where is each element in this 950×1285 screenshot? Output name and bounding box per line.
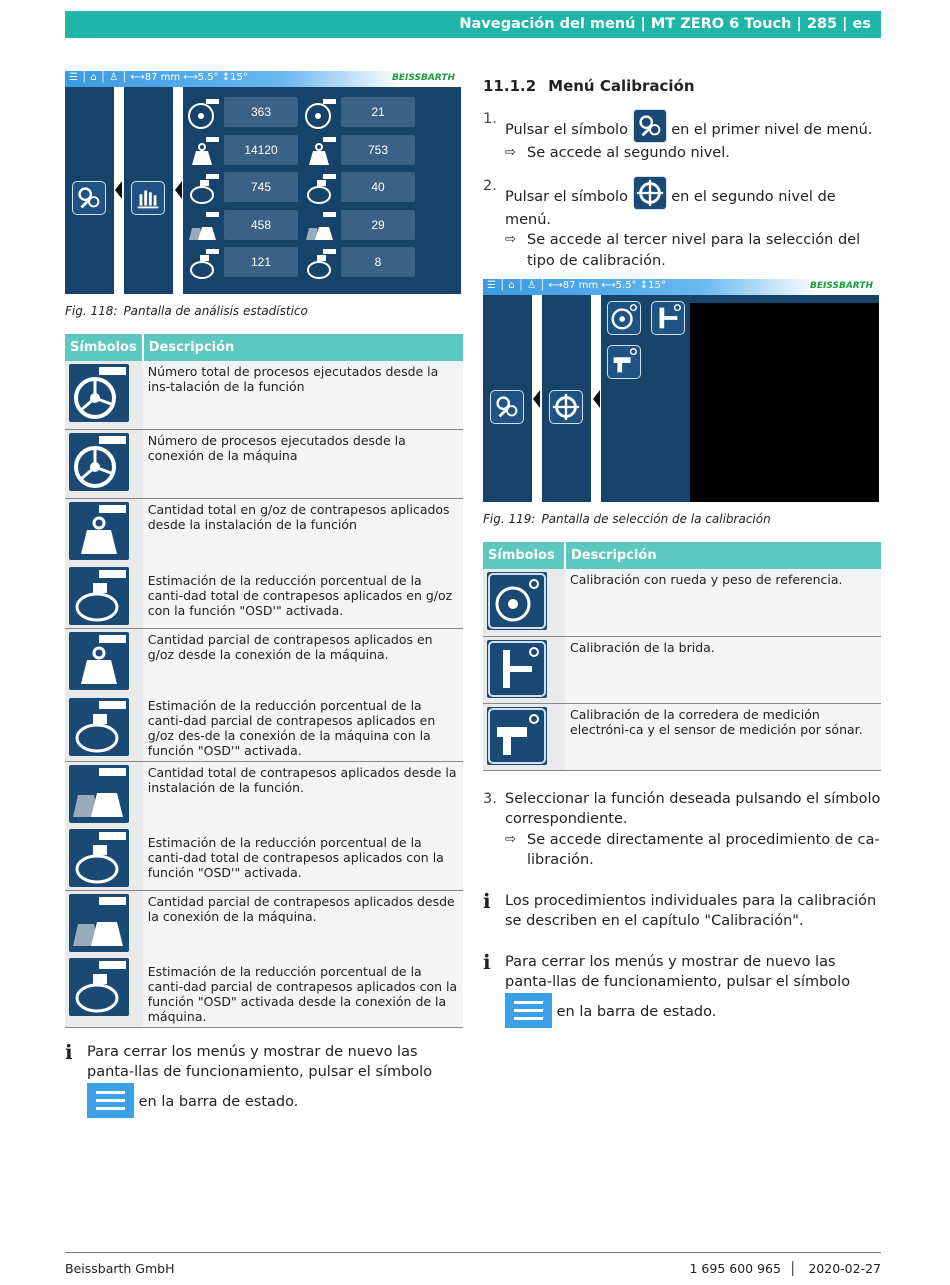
step-text: en el primer nivel de menú. [671, 122, 873, 138]
table-row [65, 629, 463, 695]
weights-total-icon [69, 765, 129, 823]
flange-calibration-icon[interactable] [651, 301, 685, 335]
status-bar-icons: ☰ │ ⌂ │ ♙ │ ⟷87 mm ⟷5.5° ↕15° [69, 72, 248, 83]
piggy-total-icon [69, 829, 129, 887]
status-bar [483, 279, 879, 295]
stat-value: 14120 [224, 135, 298, 165]
step-result [505, 230, 881, 271]
weight-power-icon [303, 135, 337, 169]
table-row [65, 361, 463, 429]
info-note [65, 1039, 463, 1118]
step-text: en el segundo nivel de menú. [505, 188, 836, 228]
brand-logo: BEISSBARTH [391, 73, 455, 83]
note-text: en la barra de estado. [556, 1003, 717, 1020]
brand-logo: BEISSBARTH [809, 281, 873, 291]
arrow-left-icon [593, 390, 600, 408]
table-row [483, 703, 881, 770]
step-number: 1. [483, 111, 497, 127]
column-header: Símbolos [483, 542, 565, 569]
step-list [483, 109, 881, 271]
figure-caption-text: Pantalla de selección de la calibración [541, 512, 771, 526]
footer-company: Beissbarth GmbH [65, 1261, 175, 1276]
info-icon: ℹ [483, 888, 491, 913]
table-row [65, 955, 463, 1027]
weights-power-icon [303, 210, 337, 244]
table-row [65, 890, 463, 955]
description: Cantidad total de contrapesos aplicados desde la instalación de la función. [143, 761, 463, 826]
weight-total-icon [186, 135, 220, 169]
status-bar-icons: ☰ │ ⌂ │ ♙ │ ⟷87 mm ⟷5.5° ↕15° [487, 280, 666, 291]
table-row [65, 826, 463, 890]
table-row [483, 636, 881, 703]
note-text: Para cerrar los menús y mostrar de nuevo las panta-llas de funcionamiento, pulsar el símbolo [87, 1043, 433, 1080]
step-item [483, 789, 881, 871]
stat-value: 40 [341, 172, 415, 202]
symbols-table [483, 542, 881, 771]
info-icon: ℹ [65, 1039, 73, 1064]
piggy-power-icon [303, 172, 337, 206]
step-text: Pulsar el símbolo [505, 188, 628, 205]
wheel-total-icon [186, 97, 220, 131]
piggy-power-icon [69, 698, 129, 756]
calibration-icon[interactable] [549, 390, 583, 424]
figure-number: Fig. 118: [65, 304, 118, 318]
step-text: Seleccionar la función deseada pulsando el símbolo correspondiente. [505, 790, 881, 827]
note-text: en la barra de estado. [138, 1093, 299, 1110]
description: Cantidad parcial de contrapesos aplicados en g/oz desde la conexión de la máquina. [143, 629, 463, 695]
info-icon: ℹ [483, 949, 491, 974]
description: Cantidad total en g/oz de contrapesos aplicados desde la instalación de la función [143, 498, 463, 564]
result-text: Se accede directamente al procedimiento de ca-libración. [527, 831, 880, 868]
right-column [483, 71, 881, 1028]
result-arrow-icon: ⇨ [505, 145, 516, 160]
result-arrow-icon: ⇨ [505, 831, 516, 847]
gauge-calibration-icon[interactable] [607, 345, 641, 379]
content-area [690, 303, 879, 502]
calibration-screen [483, 279, 879, 502]
piggy-power-icon [69, 958, 129, 1016]
piggy-total-icon [69, 567, 129, 625]
document-number: 1 695 600 965 [689, 1261, 781, 1276]
weights-total-icon [186, 210, 220, 244]
piggy-total-icon [186, 247, 220, 281]
status-bar [65, 71, 461, 87]
left-column [65, 71, 463, 1118]
note-text: Para cerrar los menús y mostrar de nuevo las panta-llas de funcionamiento, pulsar el símbolo [505, 953, 851, 990]
table-row [483, 569, 881, 636]
tools-icon[interactable] [490, 390, 524, 424]
stat-value: 8 [341, 247, 415, 277]
step-list [483, 789, 881, 871]
wheel-calibration-icon[interactable] [607, 301, 641, 335]
arrow-left-icon [115, 181, 122, 199]
step-item [483, 109, 881, 164]
wheel-calibration-icon [487, 572, 547, 630]
weight-total-icon [69, 502, 129, 560]
status-readout: ⟷87 mm ⟷5.5° ↕15° [548, 280, 666, 291]
table-row [65, 498, 463, 564]
stat-value: 363 [224, 97, 298, 127]
arrow-left-icon [175, 181, 182, 199]
statistics-screen [65, 71, 461, 294]
wheel-power-icon [69, 433, 129, 491]
document-date: 2020-02-27 [808, 1261, 881, 1276]
symbols-table [65, 334, 463, 1028]
calibration-icon[interactable] [633, 176, 667, 210]
stat-value: 745 [224, 172, 298, 202]
weights-power-icon [69, 894, 129, 952]
section-heading: Menú Calibración [548, 77, 695, 95]
statistics-icon[interactable] [131, 181, 165, 215]
step-text: Pulsar el símbolo [505, 122, 628, 138]
piggy-power-icon [303, 247, 337, 281]
stat-value: 121 [224, 247, 298, 277]
wheel-power-icon [303, 97, 337, 131]
wheel-total-icon [69, 364, 129, 422]
stat-value: 458 [224, 210, 298, 240]
weight-power-icon [69, 632, 129, 690]
table-row [65, 1027, 463, 1028]
section-number: 11.1.2 [483, 77, 537, 95]
table-row [65, 761, 463, 826]
footer-divider [65, 1252, 881, 1253]
column-header: Símbolos [65, 334, 143, 361]
figure-caption [65, 304, 463, 318]
column-header: Descripción [565, 542, 881, 569]
figure-number: Fig. 119: [483, 512, 536, 526]
result-text: Se accede al tercer nivel para la selección del tipo de calibración. [527, 232, 861, 269]
stat-value: 29 [341, 210, 415, 240]
result-arrow-icon: ⇨ [505, 232, 516, 247]
info-note [483, 888, 881, 932]
menu-icon[interactable] [505, 993, 552, 1028]
tools-icon[interactable] [633, 109, 667, 143]
description: Cantidad parcial de contrapesos aplicados desde la conexión de la máquina. [143, 890, 463, 955]
table-row [65, 695, 463, 761]
figure-caption [483, 512, 881, 526]
page-header: Navegación del menú | MT ZERO 6 Touch | 285 | es [65, 11, 881, 38]
note-text: Los procedimientos individuales para la calibración se describen en el capítulo "Calibración". [505, 892, 877, 929]
description: Número de procesos ejecutados desde la conexión de la máquina [143, 430, 463, 498]
info-note [483, 949, 881, 1028]
stat-value: 753 [341, 135, 415, 165]
description: Estimación de la reducción porcentual de la canti-dad parcial de contrapesos aplicados en g/oz des-de la conexión de la máquina con la función "OSD'" activada. [143, 695, 463, 761]
footer-info: 1 695 600 965 │ 2020-02-27 [689, 1261, 881, 1276]
step-number: 2. [483, 177, 497, 194]
description: Calibración de la brida. [565, 636, 881, 703]
figure-caption-text: Pantalla de análisis estadístico [123, 304, 308, 318]
arrow-left-icon [533, 390, 540, 408]
step-item [483, 176, 881, 272]
gauge-calibration-icon [487, 707, 547, 765]
section-title [483, 77, 881, 95]
tools-icon[interactable] [72, 181, 106, 215]
table-row [65, 564, 463, 628]
description: Calibración con rueda y peso de referencia. [565, 569, 881, 636]
description: Número total de procesos ejecutados desde la ins-talación de la función [143, 361, 463, 429]
description: Estimación de la reducción porcentual de la canti-dad parcial de contrapesos aplicados con la función "OSD" activada desde la conexión de la máquina. [143, 955, 463, 1027]
status-readout: ⟷87 mm ⟷5.5° ↕15° [130, 72, 248, 83]
description: Calibración de la corredera de medición electróni-ca y el sensor de medición por sónar. [565, 703, 881, 770]
table-row [65, 430, 463, 498]
result-text: Se accede al segundo nivel. [527, 145, 730, 161]
step-result [505, 143, 881, 164]
step-result [505, 830, 881, 871]
menu-icon[interactable] [87, 1083, 134, 1118]
description: Estimación de la reducción porcentual de la canti-dad total de contrapesos aplicados con la función "OSD'" activada. [143, 826, 463, 890]
stat-value: 21 [341, 97, 415, 127]
description: Estimación de la reducción porcentual de la canti-dad total de contrapesos aplicados en g/oz con la función "OSD'" activada. [143, 564, 463, 628]
flange-calibration-icon [487, 640, 547, 698]
column-header: Descripción [143, 334, 463, 361]
piggy-total-icon [186, 172, 220, 206]
step-number: 3. [483, 790, 497, 807]
